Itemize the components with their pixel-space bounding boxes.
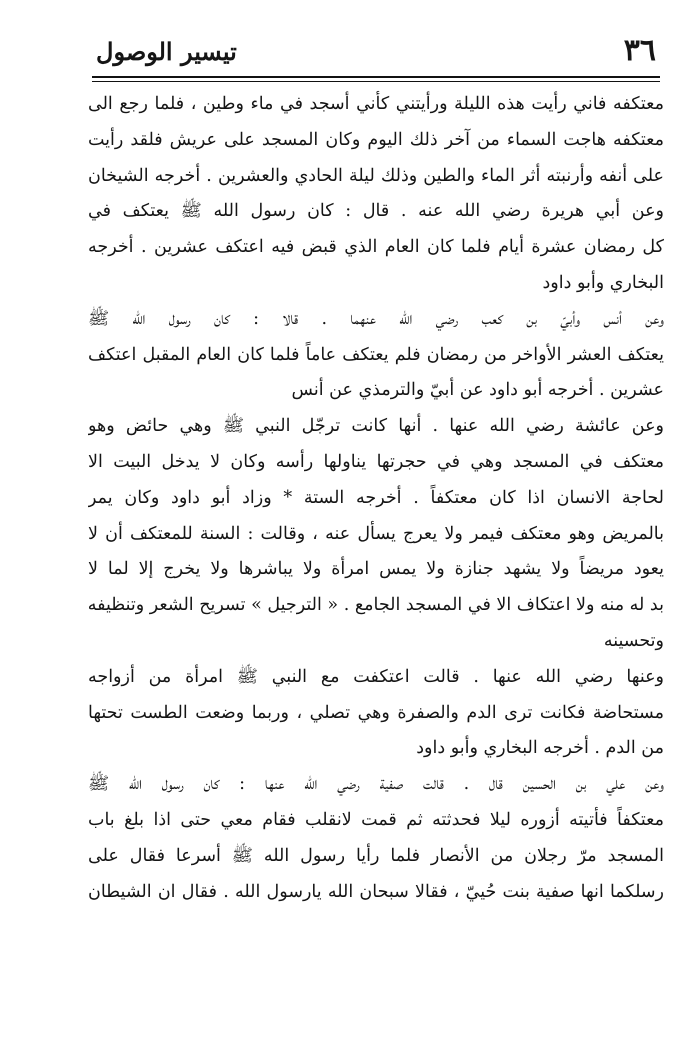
text-line: معتكفه هاجت السماء من آخر ذلك اليوم وكان المسجد على عريش فلقد رأيت (88, 129, 664, 150)
text-line: وعن أبي هريرة رضي الله عنه . قال : كان رسول الله ﷺ يعتكف في (88, 201, 664, 222)
text-line: رسلكما انها صفية بنت حُييّ ، فقالا سبحان الله يارسول الله . فقال ان الشيطان (88, 881, 664, 902)
text-line: معتكفاً فأتيته أزوره ليلا فحدثته ثم قمت لانقلب فقام معي حتى اذا بلغ باب (88, 809, 664, 830)
text-line: لحاجة الانسان اذا كان معتكفاً . أخرجه الستة * وزاد أبو داود وكان يمر (88, 487, 664, 508)
header-rule-thick (92, 76, 660, 78)
text-line: البخاري وأبو داود (542, 272, 664, 293)
text-line: مستحاضة فكانت ترى الدم والصفرة وهي تصلي ، وربما وضعت الطست تحتها (88, 702, 664, 723)
text-line: يعود مريضاً ولا يشهد جنازة ولا يمس امرأة ولا يباشرها ولا يخرج إلا لما لا (88, 559, 664, 580)
text-line: بد له منه ولا اعتكاف الا في المسجد الجامع . « الترجيل » تسريح الشعر وتنظيفه (88, 595, 664, 616)
text-line: وعنها رضي الله عنها . قالت اعتكفت مع النبي ﷺ امرأة من أزواجه (88, 666, 664, 687)
text-line: وتحسينه (603, 630, 664, 651)
text-line: المسجد مرّ رجلان من الأنصار فلما رأيا رسول الله ﷺ أسرعا فقال على (88, 845, 664, 866)
running-title: تيسير الوصول (96, 37, 237, 66)
text-line: من الدم . أخرجه البخاري وأبو داود (416, 738, 664, 759)
text-line: معتكفه فاني رأيت هذه الليلة ورأيتني كأني أسجد في ماء وطين ، فلما رجع الى (88, 94, 664, 114)
text-line: وعن عائشة رضي الله عنها . أنها كانت ترجّل النبي ﷺ وهي حائض وهو (88, 416, 664, 437)
text-line: معتكف في المسجد وهي في حجرتها يناولها رأسه وكان لا يدخل البيت الا (88, 451, 664, 472)
header-rule-thin (92, 81, 660, 82)
text-line: وعن أنس وأبيّ بن كعب رضي الله عنهما . قالا : كان رسول الله ﷺ (88, 308, 664, 329)
text-line: عشرين . أخرجه أبو داود عن أبيّ والترمذي عن أنس (291, 380, 664, 401)
text-line: يعتكف العشر الأواخر من رمضان فلم يعتكف عاماً فلما كان العام المقبل اعتكف (88, 344, 664, 365)
text-line: بالمريض وهو معتكف فيمر ولا يعرج يسأل عنه ، وقالت : السنة للمعتكف أن لا (88, 523, 664, 544)
text-line: كل رمضان عشرة أيام فلما كان العام الذي قبض فيه اعتكف عشرين . أخرجه (88, 237, 664, 258)
body-text (88, 87, 664, 910)
page-header (90, 28, 662, 74)
page-number: ٣٦ (623, 33, 656, 68)
text-line: وعن علي بن الحسين قال . قالت صفية رضي الله عنها : كان رسول الله ﷺ (88, 774, 664, 795)
text-line: على أنفه وأرنبته أثر الماء والطين وذلك ليلة الحادي والعشرين . أخرجه الشيخان (88, 165, 664, 186)
